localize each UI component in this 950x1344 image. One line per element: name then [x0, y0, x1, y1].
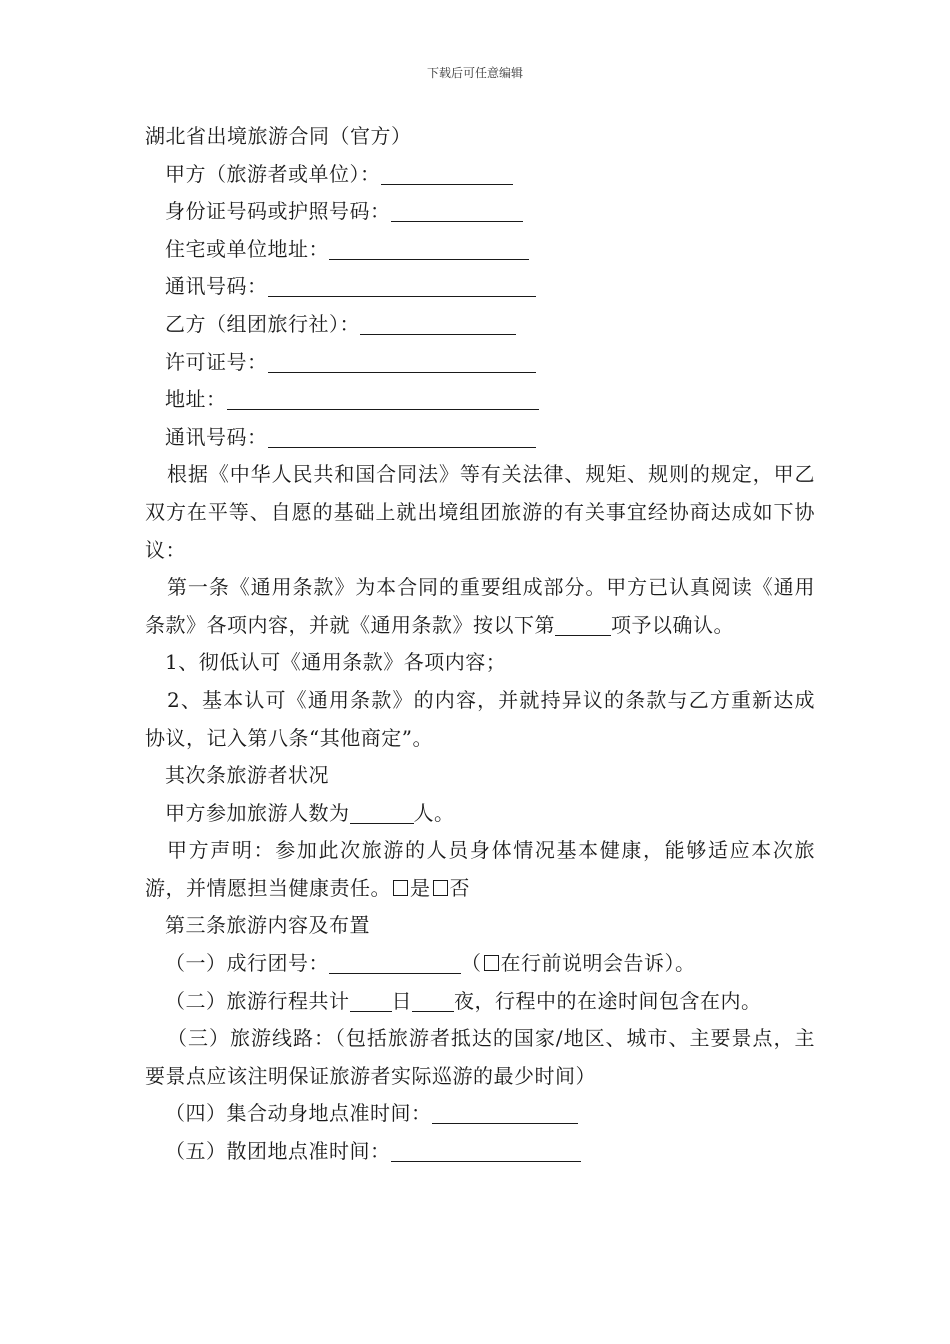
phone-b-label: 通讯号码：: [165, 424, 268, 449]
group-number-note-open: （: [461, 951, 482, 976]
phone-a-label: 通讯号码：: [165, 274, 268, 299]
phone-b-row: [145, 419, 815, 457]
address-a-label: 住宅或单位地址：: [165, 236, 329, 261]
page-header-note: 下载后可任意编辑: [426, 66, 523, 80]
departure-blank[interactable]: [432, 1101, 578, 1124]
party-b-blank[interactable]: [360, 312, 516, 335]
address-a-blank[interactable]: [329, 237, 529, 260]
address-b-row: [145, 381, 815, 419]
traveler-count-unit: 人。: [413, 800, 455, 825]
article-3-heading: 第三条旅游内容及布置: [165, 913, 370, 938]
id-number-label: 身份证号码或护照号码：: [165, 199, 391, 224]
group-number-blank[interactable]: [329, 951, 461, 974]
contract-body: [145, 118, 815, 1171]
article-1-option-1: 1、彻低认可《通用条款》各项内容；: [165, 650, 507, 675]
article-1-option-2: 2、基本认可《通用条款》的内容，并就持异议的条款与乙方重新达成协议，记入第八条“其他商定”。: [145, 687, 815, 750]
no-checkbox[interactable]: [433, 880, 448, 896]
party-b-row: [145, 306, 815, 344]
traveler-count-blank[interactable]: [350, 801, 414, 824]
health-statement: [145, 832, 815, 907]
health-statement-text: 甲方声明：参加此次旅游的人员身体情况基本健康，能够适应本次旅游，并情愿担当健康责任。: [145, 838, 815, 900]
document-title: 湖北省出境旅游合同（官方）: [145, 124, 412, 148]
id-number-blank[interactable]: [391, 199, 523, 222]
traveler-count-label: 甲方参加旅游人数为: [165, 800, 350, 825]
itinerary-row: [145, 983, 815, 1021]
group-number-row: [145, 945, 815, 983]
article-1-text-end: 项予以确认。: [611, 612, 734, 637]
address-b-blank[interactable]: [227, 387, 539, 410]
days-unit: 日: [391, 988, 412, 1013]
dismissal-row: [145, 1133, 815, 1171]
no-label: 否: [449, 875, 470, 900]
departure-label: （四）集合动身地点准时间：: [165, 1101, 432, 1126]
phone-b-blank[interactable]: [268, 425, 536, 448]
traveler-count-row: [145, 795, 815, 833]
party-a-blank[interactable]: [381, 162, 513, 185]
phone-a-blank[interactable]: [268, 274, 536, 297]
article-1-paragraph: [145, 569, 815, 644]
dismissal-blank[interactable]: [391, 1139, 581, 1162]
party-a-row: [145, 156, 815, 194]
phone-a-row: [145, 268, 815, 306]
group-number-checkbox[interactable]: [484, 955, 499, 971]
departure-row: [145, 1095, 815, 1133]
license-blank[interactable]: [268, 350, 536, 373]
itinerary-label: （二）旅游行程共计: [165, 988, 350, 1013]
yes-checkbox[interactable]: [393, 880, 408, 896]
article-2-heading: 其次条旅游者状况: [165, 763, 329, 788]
address-a-row: [145, 231, 815, 269]
dismissal-label: （五）散团地点准时间：: [165, 1139, 391, 1164]
party-a-label: 甲方（旅游者或单位）：: [165, 161, 381, 186]
itinerary-rest: 夜，行程中的在途时间包含在内。: [454, 988, 762, 1013]
party-b-label: 乙方（组团旅行社）：: [165, 311, 360, 336]
intro-paragraph: 根据《中华人民共和国合同法》等有关法律、规矩、规则的规定，甲乙双方在平等、自愿的基础上就出境组团旅游的有关事宜经协商达成如下协议：: [145, 462, 815, 562]
id-number-row: [145, 193, 815, 231]
article-1-option-blank[interactable]: [555, 613, 611, 636]
group-number-label: （一）成行团号：: [165, 951, 329, 976]
article-1-text: 第一条《通用条款》为本合同的重要组成部分。甲方已认真阅读《通用条款》各项内容，并就《通用条款》按以下第: [145, 575, 815, 637]
group-number-note: 在行前说明会告诉）。: [500, 951, 696, 976]
license-label: 许可证号：: [165, 349, 268, 374]
address-b-label: 地址：: [165, 387, 227, 412]
yes-label: 是: [410, 875, 431, 900]
days-blank[interactable]: [350, 989, 392, 1012]
route-paragraph: （三）旅游线路：（包括旅游者抵达的国家/地区、城市、主要景点，主要景点应该注明保证旅游者实际巡游的最少时间）: [145, 1026, 815, 1088]
license-row: [145, 344, 815, 382]
nights-blank[interactable]: [412, 989, 454, 1012]
